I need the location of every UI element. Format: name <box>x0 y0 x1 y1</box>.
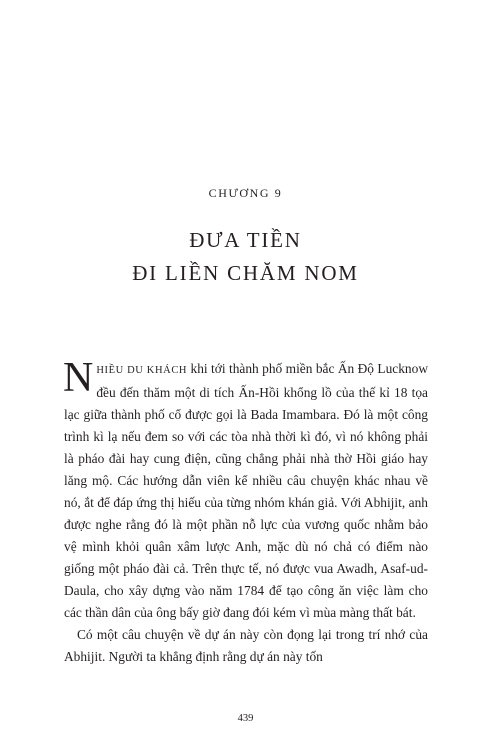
chapter-title-line-2: ĐI LIỀN CHĂM NOM <box>132 261 359 285</box>
paragraph-1-text: khi tới thành phố miền bắc Ấn Độ Lucknow đều đến thăm một di tích Ấn-Hồi khổng lồ của thế kỉ 18 tọa lạc giữa thành phố cổ được gọi là Bada Imambara. Đó là một công trình kì lạ nếu đem so với các tòa nhà thời kì đó, vì nó không phải là pháo đài hay cung điện, cũng chẳng phải nhà thờ Hồi giáo hay lăng mộ. Các hướng dẫn viên kể nhiều câu chuyện khác nhau về nó, ắt để đáp ứng thị hiếu của từng nhóm khán giả. Với Abhijit, anh được nghe rằng đó là một phần nỗ lực của vương quốc nhằm bảo vệ mình khỏi quân xâm lược Anh, mặc dù nó chả có điểm nào giống một pháo đài cả. Trên thực tế, nó được vua Awadh, Asaf-ud-Daula, cho xây dựng vào năm 1784 để tạo công ăn việc làm cho các thần dân của ông bấy giờ đang đói kém vì mùa màng thất bát. <box>64 361 428 620</box>
chapter-label: CHƯƠNG 9 <box>208 186 283 200</box>
body-text <box>63 355 428 668</box>
chapter-title-line-1: ĐƯA TIỀN <box>189 228 302 252</box>
page-number: 439 <box>237 713 254 724</box>
drop-cap: N <box>63 355 94 401</box>
chapter-title <box>0 224 491 290</box>
paragraph-2: Có một câu chuyện về dự án này còn đọng lại trong trí nhớ của Abhijit. Người ta khẳng định rằng dự án này tốn <box>64 627 428 664</box>
paragraph-1 <box>63 355 428 624</box>
lead-in-smallcaps: HIỀU DU KHÁCH <box>96 365 188 376</box>
